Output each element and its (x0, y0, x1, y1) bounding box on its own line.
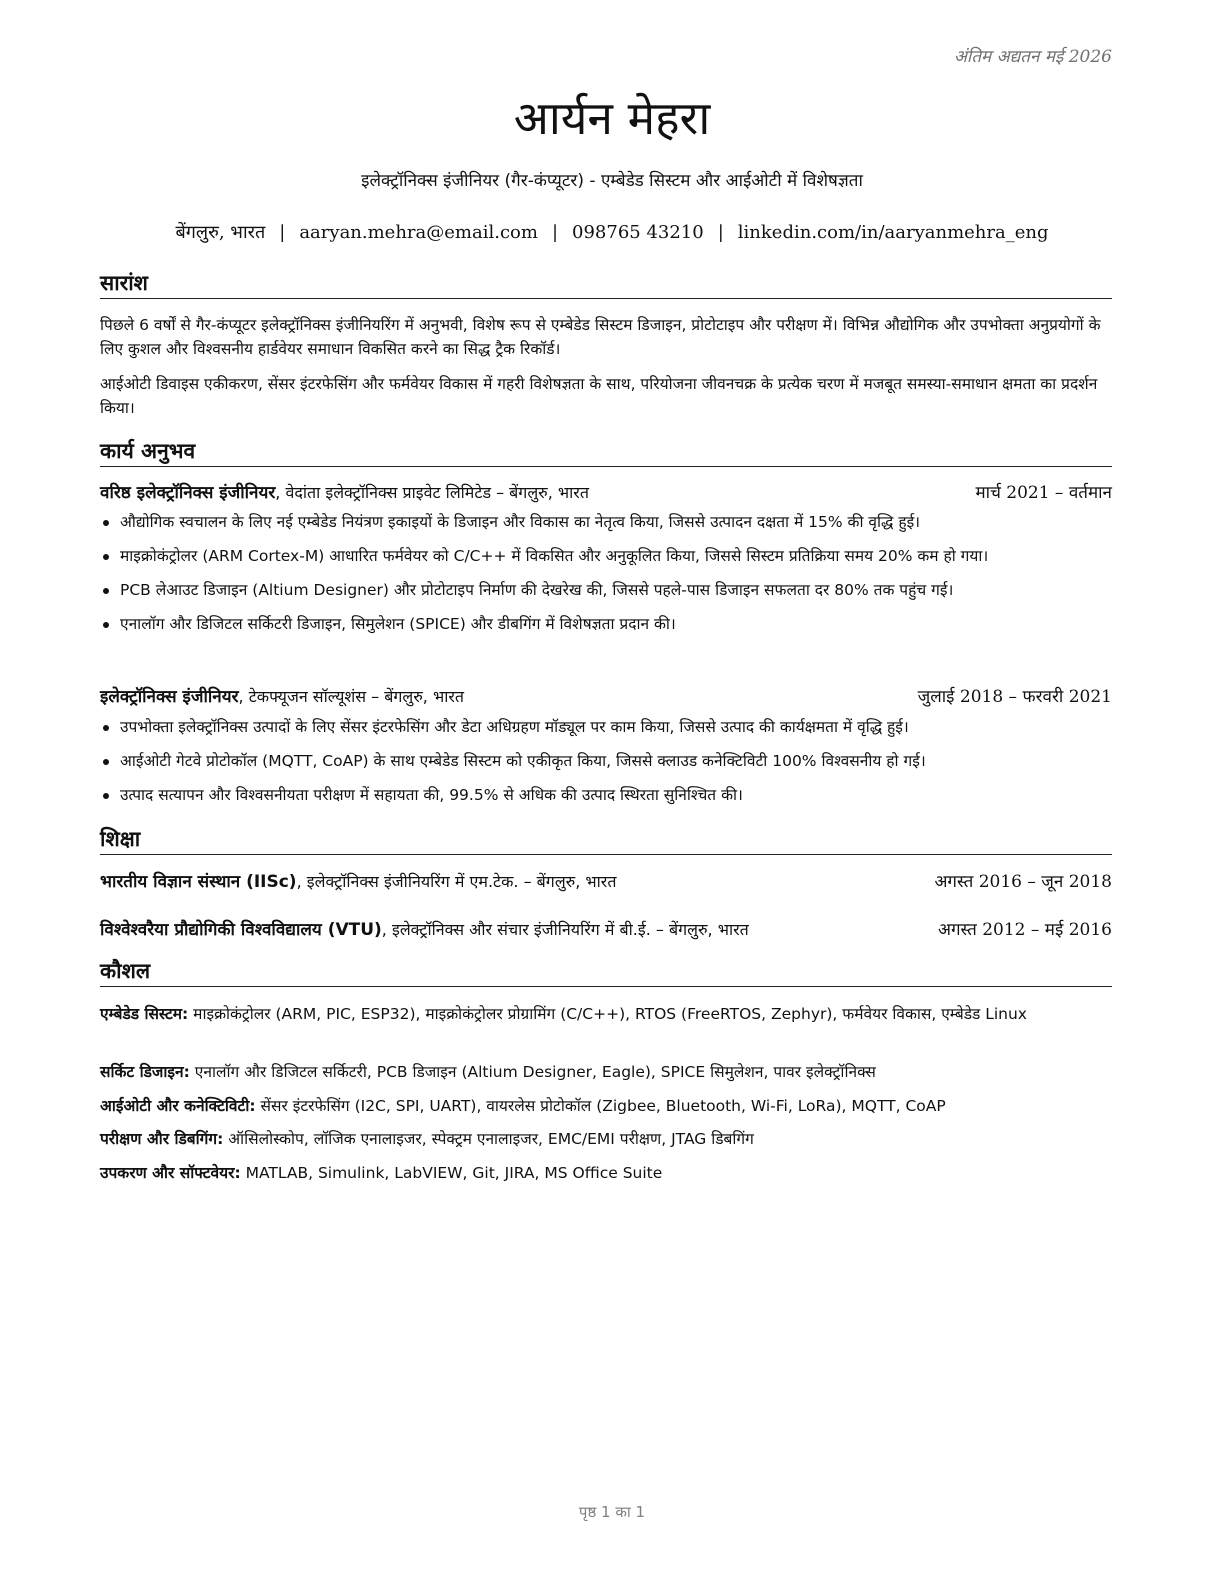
education-dates: अगस्त 2016 – जून 2018 (934, 872, 1112, 892)
job-bullet: उत्पाद सत्यापन और विश्वसनीयता परीक्षण में सहायता की, 99.5% से अधिक की उत्पाद स्थिरता सुनिश्चित की। (100, 783, 1112, 807)
job-bullet: माइक्रोकंट्रोलर (ARM Cortex-M) आधारित फर्मवेयर को C/C++ में विकसित और अनुकूलित किया, जिससे सिस्टम प्रतिक्रिया समय 20% कम हो गया। (100, 544, 1112, 568)
skill-value: एनालॉग और डिजिटल सर्किटरी, PCB डिजाइन (Altium Designer, Eagle), SPICE सिमुलेशन, पावर इलेक्ट्रॉनिक्स (189, 1063, 876, 1081)
candidate-name: आर्यन मेहरा (513, 91, 711, 145)
skill-value: माइक्रोकंट्रोलर (ARM, PIC, ESP32), माइक्रोकंट्रोलर प्रोग्रामिंग (C/C++), RTOS (FreeRTOS, Zephyr), फर्मवेयर विकास, एम्बेडेड Linux (188, 1005, 1027, 1023)
education-item (100, 918, 1112, 942)
job-bullet: आईओटी गेटवे प्रोटोकॉल (MQTT, CoAP) के साथ एम्बेडेड सिस्टम को एकीकृत किया, जिससे क्लाउड कनेक्टिविटी 100% विश्वसनीय हो गई। (100, 749, 1112, 773)
job-bullet-list (100, 715, 1112, 817)
job-role: वरिष्ठ इलेक्ट्रॉनिक्स इंजीनियर (100, 483, 276, 503)
skill-label: उपकरण और सॉफ्टवेयर: (100, 1164, 241, 1182)
job-bullet: औद्योगिक स्वचालन के लिए नई एम्बेडेड नियंत्रण इकाइयों के डिजाइन और विकास का नेतृत्व किया, जिससे उत्पादन दक्षता में 15% की वृद्धि हुई। (100, 510, 1112, 534)
skill-label: आईओटी और कनेक्टिविटी: (100, 1097, 256, 1115)
section-title-education: शिक्षा (100, 826, 1112, 855)
job-header (100, 685, 1112, 709)
contact-location: बेंगलुरु, भारत (175, 222, 266, 243)
section-title-experience: कार्य अनुभव (100, 438, 1112, 467)
education-detail: , इलेक्ट्रॉनिक्स इंजीनियरिंग में एम.टेक. – बेंगलुरु, भारत (296, 872, 617, 891)
skill-label: एम्बेडेड सिस्टम: (100, 1005, 189, 1023)
education-dates: अगस्त 2012 – मई 2016 (937, 920, 1112, 940)
skill-row (100, 1094, 1112, 1118)
skill-row (100, 1002, 1112, 1026)
section-title-summary: सारांश (100, 270, 1112, 299)
skill-row (100, 1161, 1112, 1185)
contact-separator: | (717, 222, 724, 243)
skill-label: परीक्षण और डिबगिंग: (100, 1130, 224, 1148)
skill-row (100, 1127, 1112, 1151)
job-title-line (100, 685, 464, 709)
summary-paragraph-2: आईओटी डिवाइस एकीकरण, सेंसर इंटरफेसिंग और फर्मवेयर विकास में गहरी विशेषज्ञता के साथ, परियोजना जीवनचक्र के प्रत्येक चरण में मजबूत समस्या-समाधान क्षमता का प्रदर्शन किया। (100, 375, 1098, 417)
job-header (100, 481, 1112, 505)
skill-value: MATLAB, Simulink, LabVIEW, Git, JIRA, MS Office Suite (240, 1164, 663, 1182)
job-company: , टेकफ्यूजन सॉल्यूशंस – बेंगलुरु, भारत (238, 687, 465, 706)
headline: इलेक्ट्रॉनिक्स इंजीनियर (गैर-कंप्यूटर) - एम्बेडेड सिस्टम और आईओटी में विशेषज्ञता (361, 171, 863, 191)
summary-paragraph-1: पिछले 6 वर्षों से गैर-कंप्यूटर इलेक्ट्रॉनिक्स इंजीनियरिंग में अनुभवी, विशेष रूप से एम्बेडेड सिस्टम डिजाइन, प्रोटोटाइप और परीक्षण में। विभिन्न औद्योगिक और उपभोक्ता अनुप्रयोगों के लिए कुशल और विश्वसनीय हार्डवेयर समाधान विकसित करने का सिद्ध ट्रैक रिकॉर्ड। (100, 316, 1101, 358)
job-role: इलेक्ट्रॉनिक्स इंजीनियर (100, 687, 239, 707)
education-detail: , इलेक्ट्रॉनिक्स और संचार इंजीनियरिंग में बी.ई. – बेंगलुरु, भारत (381, 920, 749, 939)
skill-value: सेंसर इंटरफेसिंग (I2C, SPI, UART), वायरलेस प्रोटोकॉल (Zigbee, Bluetooth, Wi-Fi, LoRa), MQTT, CoAP (255, 1097, 946, 1115)
skill-value: ऑसिलोस्कोप, लॉजिक एनालाइजर, स्पेक्ट्रम एनालाइजर, EMC/EMI परीक्षण, JTAG डिबगिंग (223, 1130, 754, 1148)
last-updated: अंतिम अद्यतन मई 2026 (953, 47, 1112, 67)
contact-phone[interactable]: 098765 43210 (572, 222, 704, 243)
contact-line (0, 220, 1224, 244)
job-bullet: PCB लेआउट डिजाइन (Altium Designer) और प्रोटोटाइप निर्माण की देखरेख की, जिससे पहले-पास डिजाइन सफलता दर 80% तक पहुंच गई। (100, 578, 1112, 602)
job-dates: जुलाई 2018 – फरवरी 2021 (917, 687, 1112, 707)
job-dates: मार्च 2021 – वर्तमान (975, 483, 1112, 503)
job-bullet: उपभोक्ता इलेक्ट्रॉनिक्स उत्पादों के लिए सेंसर इंटरफेसिंग और डेटा अधिग्रहण मॉड्यूल पर काम किया, जिससे उत्पाद की कार्यक्षमता में वृद्धि हुई। (100, 715, 1112, 739)
page-number: पृष्ठ 1 का 1 (578, 1503, 646, 1521)
education-line (100, 870, 616, 894)
job-bullet-list (100, 510, 1112, 646)
job-bullet: एनालॉग और डिजिटल सर्किटरी डिजाइन, सिमुलेशन (SPICE) और डीबगिंग में विशेषज्ञता प्रदान की। (100, 612, 1112, 636)
contact-linkedin[interactable]: linkedin.com/in/aaryanmehra_eng (737, 222, 1049, 243)
job-company: , वेदांता इलेक्ट्रॉनिक्स प्राइवेट लिमिटेड – बेंगलुरु, भारत (275, 483, 589, 502)
contact-separator: | (551, 222, 559, 243)
education-line (100, 918, 749, 942)
contact-email[interactable]: aaryan.mehra@email.com (299, 222, 538, 243)
contact-separator: | (279, 222, 286, 243)
education-institution: विश्वेश्वरैया प्रौद्योगिकी विश्वविद्यालय (VTU) (100, 920, 382, 940)
skill-row (100, 1060, 1112, 1084)
job-title-line (100, 481, 589, 505)
education-item (100, 870, 1112, 894)
education-institution: भारतीय विज्ञान संस्थान (IISc) (100, 872, 297, 892)
skill-label: सर्किट डिजाइन: (100, 1063, 190, 1081)
section-title-skills: कौशल (100, 958, 1112, 987)
